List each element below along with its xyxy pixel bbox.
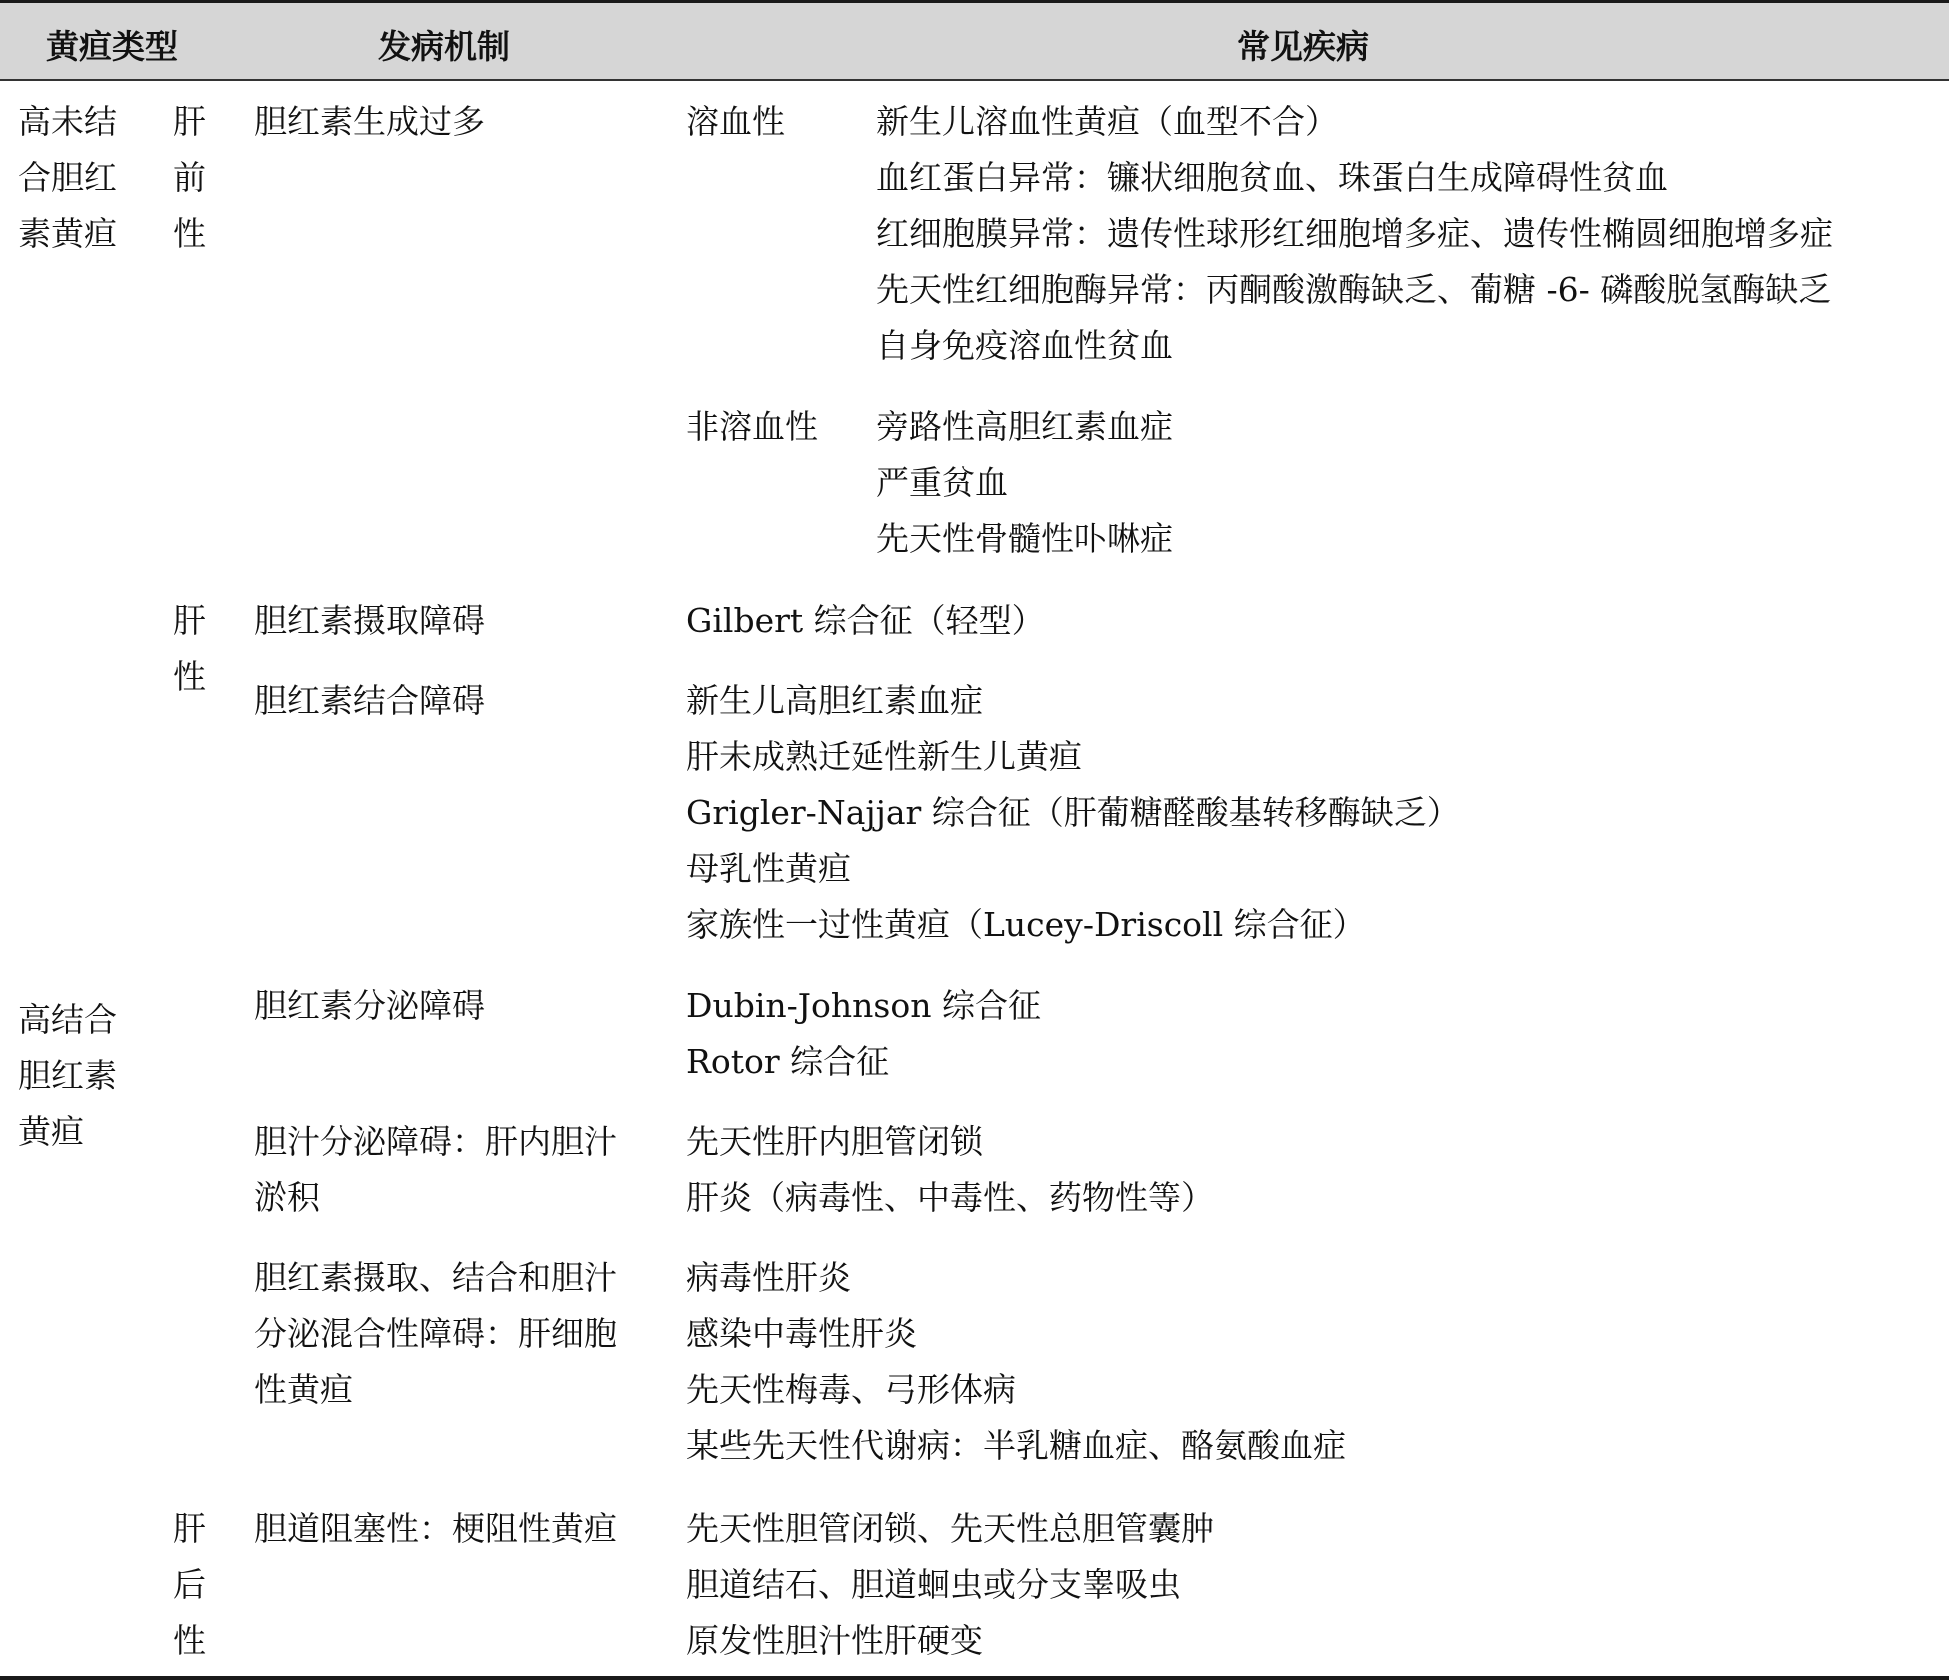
subtype-prehepatic: 肝 前 性 bbox=[173, 102, 206, 253]
header-type: 黄疸类型 bbox=[46, 27, 178, 66]
table-header bbox=[0, 3, 1949, 81]
mechanism-obstruction: 胆道阻塞性：梗阻性黄疸 bbox=[254, 1509, 617, 1548]
category-hemolytic: 溶血性 bbox=[686, 102, 785, 141]
header-mechanism: 发病机制 bbox=[378, 27, 510, 66]
diseases-mixed: 病毒性肝炎 感染中毒性肝炎 先天性梅毒、弓形体病 某些先天性代谢病：半乳糖血症、酪氨酸血症 bbox=[686, 1258, 1346, 1465]
diseases-uptake: Gilbert 综合征（轻型） bbox=[686, 601, 1045, 640]
diseases-bile-secretion: 先天性肝内胆管闭锁 肝炎（病毒性、中毒性、药物性等） bbox=[686, 1122, 1214, 1217]
subtype-hepatic: 肝 性 bbox=[173, 601, 206, 696]
diseases-conjugation: 新生儿高胆红素血症 肝未成熟迁延性新生儿黄疸 Grigler-Najjar 综合征（肝葡糖醛酸基转移酶缺乏） 母乳性黄疸 家族性一过性黄疸（Lucey-Driscoll 综合征） bbox=[686, 681, 1460, 944]
mechanism-uptake: 胆红素摄取障碍 bbox=[254, 601, 485, 640]
header-disease: 常见疾病 bbox=[1237, 27, 1369, 66]
diseases-nonhemolytic: 旁路性高胆红素血症 严重贫血 先天性骨髓性卟啉症 bbox=[876, 407, 1173, 558]
mechanism-mixed: 胆红素摄取、结合和胆汁 分泌混合性障碍：肝细胞 性黄疸 bbox=[254, 1258, 617, 1409]
type-conjugated: 高结合 胆红素 黄疸 bbox=[18, 1000, 117, 1151]
mechanism-secretion: 胆红素分泌障碍 bbox=[254, 986, 485, 1025]
table-bottom-rule bbox=[0, 1676, 1949, 1680]
subtype-posthepatic: 肝 后 性 bbox=[173, 1509, 206, 1660]
type-unconjugated: 高未结 合胆红 素黄疸 bbox=[18, 102, 117, 253]
mechanism-conjugation: 胆红素结合障碍 bbox=[254, 681, 485, 720]
diseases-obstruction: 先天性胆管闭锁、先天性总胆管囊肿 胆道结石、胆道蛔虫或分支睾吸虫 原发性胆汁性肝硬变 bbox=[686, 1509, 1214, 1660]
diseases-hemolytic: 新生儿溶血性黄疸（血型不合） 血红蛋白异常：镰状细胞贫血、珠蛋白生成障碍性贫血 红细胞膜异常：遗传性球形红细胞增多症、遗传性椭圆细胞增多症 先天性红细胞酶异常：丙酮酸激酶缺乏、葡糖 -6- 磷酸脱氢酶缺乏 自身免疫溶血性贫血 bbox=[876, 102, 1833, 365]
mechanism-overproduction: 胆红素生成过多 bbox=[254, 102, 485, 141]
mechanism-bile-secretion: 胆汁分泌障碍：肝内胆汁 淤积 bbox=[254, 1122, 617, 1217]
diseases-secretion: Dubin-Johnson 综合征 Rotor 综合征 bbox=[686, 986, 1041, 1081]
category-nonhemolytic: 非溶血性 bbox=[686, 407, 818, 446]
